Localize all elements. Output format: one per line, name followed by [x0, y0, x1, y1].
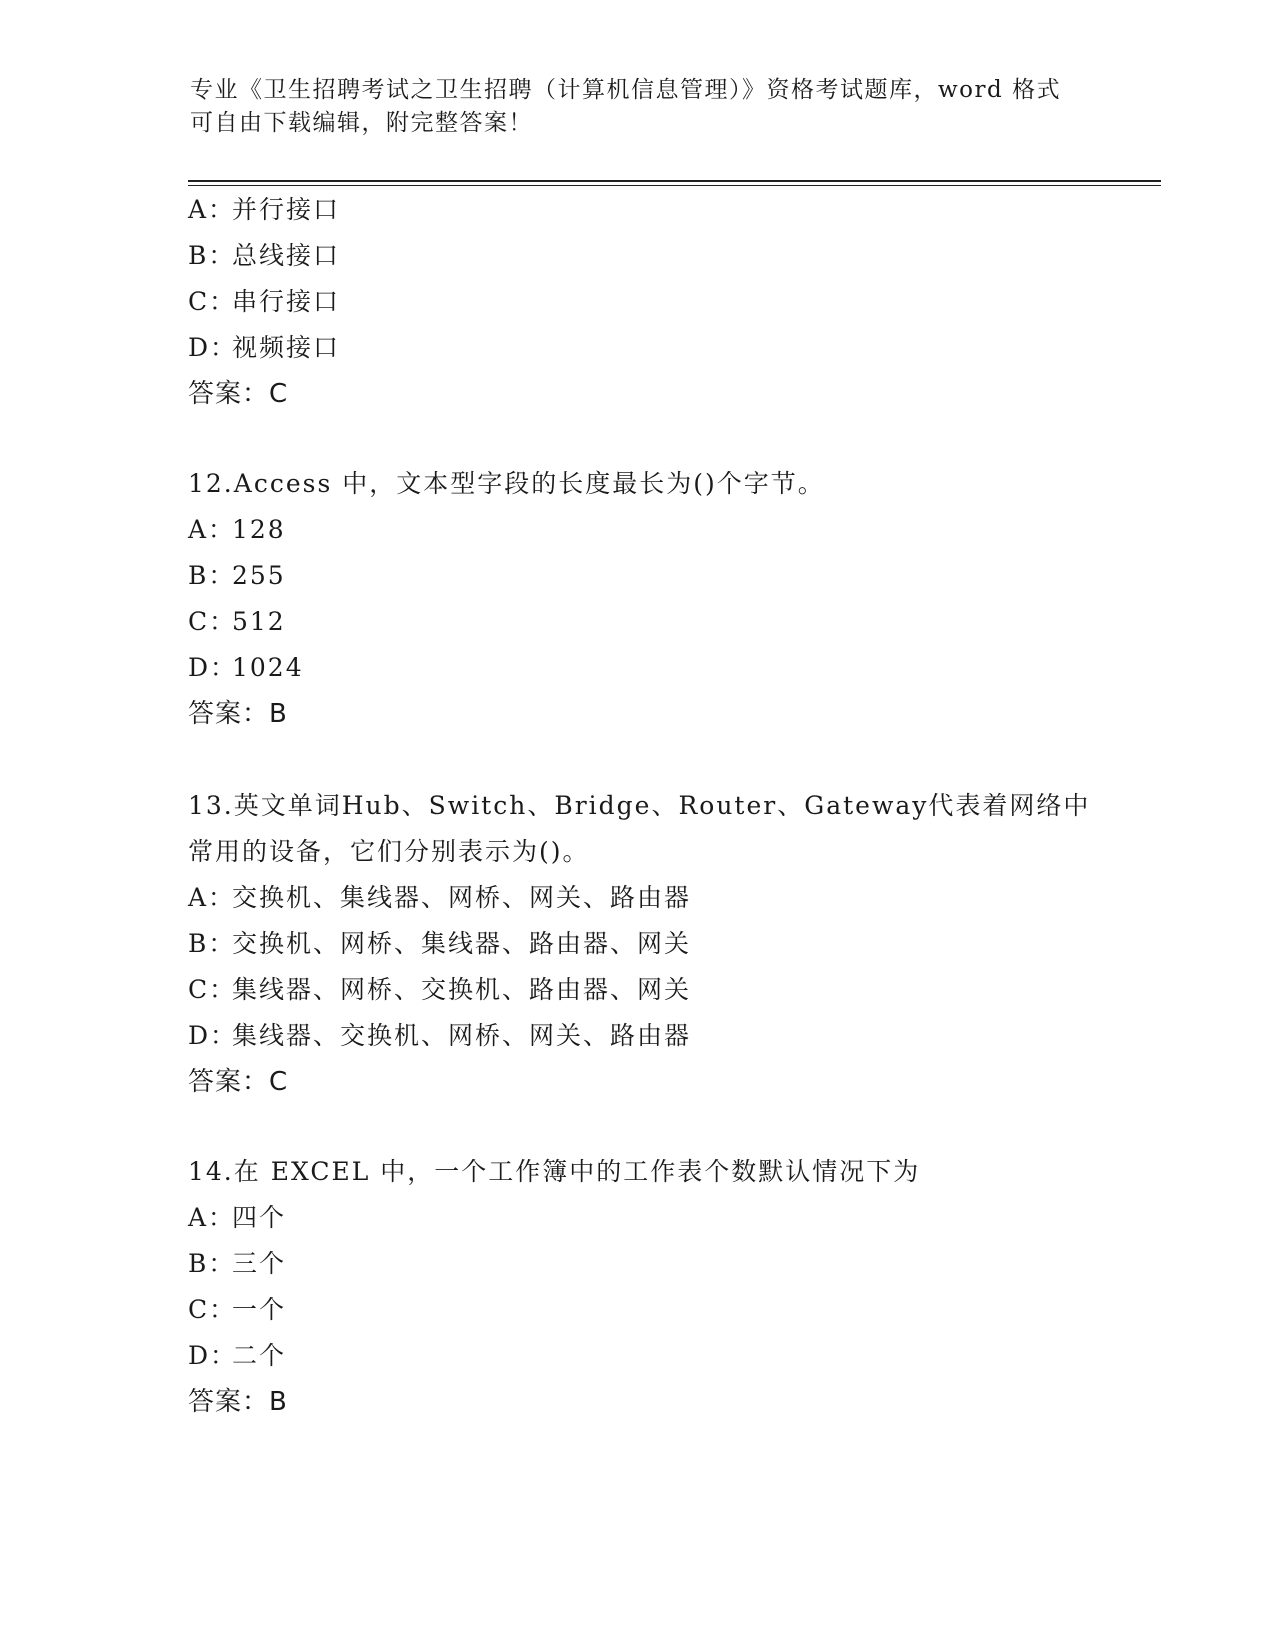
- document-header: [190, 74, 1090, 140]
- option-key: D：: [188, 1021, 238, 1050]
- option-text: 交换机、集线器、网桥、网关、路由器: [232, 883, 692, 912]
- option-key: A：: [188, 195, 236, 224]
- question-12: [188, 461, 1088, 737]
- option-text: 集线器、交换机、网桥、网关、路由器: [232, 1021, 692, 1050]
- option-text: 四个: [232, 1203, 287, 1232]
- header-line-1: 专业《卫生招聘考试之卫生招聘（计算机信息管理）》资格考试题库，word 格式: [190, 77, 1062, 103]
- option-d: [188, 1013, 1088, 1059]
- option-c: [188, 1287, 1088, 1333]
- question-11: [188, 187, 1088, 417]
- option-key: D：: [188, 1341, 238, 1370]
- option-d: [188, 325, 1088, 371]
- option-key: C：: [188, 975, 237, 1004]
- option-a: [188, 507, 1088, 553]
- option-key: A：: [188, 515, 236, 544]
- header-line-2: 可自由下载编辑，附完整答案！: [190, 110, 533, 136]
- option-key: B：: [188, 561, 236, 590]
- header-divider-thick: [188, 180, 1161, 182]
- option-key: C：: [188, 287, 237, 316]
- option-key: A：: [188, 883, 236, 912]
- option-a: [188, 187, 1088, 233]
- question-stem: 12.Access 中，文本型字段的长度最长为()个字节。: [188, 469, 825, 498]
- question-13: [188, 783, 1091, 1105]
- option-b: [188, 921, 1088, 967]
- option-b: [188, 553, 1088, 599]
- option-text: 总线接口: [232, 241, 341, 270]
- option-text: 视频接口: [232, 333, 341, 362]
- option-text: 交换机、网桥、集线器、路由器、网关: [232, 929, 692, 958]
- option-c: [188, 967, 1088, 1013]
- option-text: 一个: [232, 1295, 287, 1324]
- question-stem: 14.在 EXCEL 中，一个工作簿中的工作表个数默认情况下为: [188, 1157, 921, 1186]
- option-c: [188, 599, 1088, 645]
- answer-line: 答案：C: [188, 1067, 289, 1097]
- option-c: [188, 279, 1088, 325]
- option-a: [188, 875, 1088, 921]
- option-text: 三个: [232, 1249, 287, 1278]
- option-key: C：: [188, 1295, 237, 1324]
- option-key: B：: [188, 929, 236, 958]
- option-key: B：: [188, 1249, 236, 1278]
- option-text: 512: [232, 607, 286, 636]
- option-text: 集线器、网桥、交换机、路由器、网关: [232, 975, 692, 1004]
- option-key: D：: [188, 653, 238, 682]
- option-key: C：: [188, 607, 237, 636]
- option-d: [188, 1333, 1088, 1379]
- option-text: 串行接口: [232, 287, 341, 316]
- option-b: [188, 1241, 1088, 1287]
- header-divider-thin: [188, 185, 1161, 186]
- question-14: [188, 1149, 1088, 1425]
- answer-line: 答案：B: [188, 1387, 288, 1417]
- answer-line: 答案：B: [188, 699, 288, 729]
- option-a: [188, 1195, 1088, 1241]
- option-text: 128: [232, 515, 286, 544]
- option-b: [188, 233, 1088, 279]
- option-text: 二个: [232, 1341, 287, 1370]
- question-stem-line-1: 13.英文单词Hub、Switch、Bridge、Router、Gateway代表着网络中: [188, 791, 1091, 820]
- question-stem-line-2: 常用的设备，它们分别表示为()。: [188, 837, 590, 866]
- option-text: 1024: [232, 653, 304, 682]
- option-key: A：: [188, 1203, 236, 1232]
- option-key: D：: [188, 333, 238, 362]
- answer-line: 答案：C: [188, 379, 289, 409]
- option-text: 并行接口: [232, 195, 341, 224]
- option-key: B：: [188, 241, 236, 270]
- option-d: [188, 645, 1088, 691]
- option-text: 255: [232, 561, 286, 590]
